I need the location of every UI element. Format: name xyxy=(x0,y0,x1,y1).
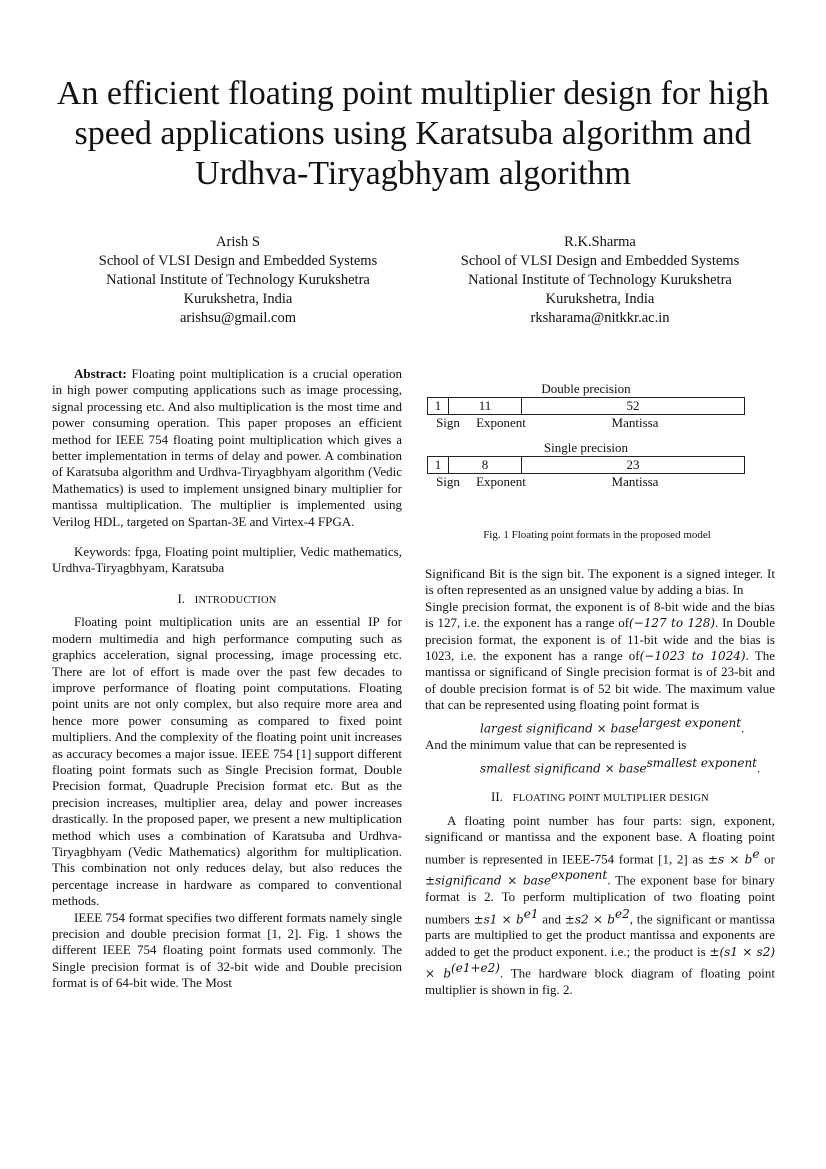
section-heading-1 xyxy=(52,591,402,609)
section-heading-2 xyxy=(425,789,775,807)
author-location: Kurukshetra, India xyxy=(545,291,655,307)
section-title: INTRODUCTION xyxy=(194,594,277,606)
keywords: Keywords: fpga, Floating point multiplier, Vedic mathematics, Urdhva-Tiryagbhyam, Karatsuba xyxy=(52,544,402,576)
fp-paragraph: A floating point number has four parts: sign, exponent, significand or mantissa and the exponent base. A floating point number is represented in IEEE-754 format [1, 2] as $\pm s \times b^e$ or ±significand × base$^{exponent}$. The exponent base for binary format is 2. To perform multiplication of two floating point numbers $\pm s1 \times b^{e1}$ and $\pm s2 \times b^{e2}$, the significant or mantissa parts are multiplied to get the product mantissa and exponents are added to get the product exponent. i.e.; the product is $\pm(s1 \times s2) \times b^{(e1+e2)}$. The hardware block diagram of floating point multiplier is shown in fig. 2. xyxy=(425,812,776,997)
single-precision-format xyxy=(427,456,745,474)
sign-label: Sign xyxy=(436,474,460,489)
author-dept: School of VLSI Design and Embedded Systems xyxy=(98,253,378,269)
author-inst: National Institute of Technology Kurukshetra xyxy=(468,272,732,288)
exponent-field: 11 xyxy=(449,398,522,414)
section-number: I. xyxy=(177,590,186,606)
author-dept: School of VLSI Design and Embedded Systems xyxy=(460,253,740,269)
sign-label: Sign xyxy=(436,415,460,430)
author-email: rksharama@nitkkr.ac.in xyxy=(530,310,670,326)
section-number: II. xyxy=(491,788,503,804)
abstract-text: Floating point multiplication is a crucial operation in high power computing applications such as image processing, signal processing etc. And also multiplication is the most time and power consuming operation. This paper proposes an efficient method for IEEE 754 floating point multiplication which gives a better implementation in terms of delay and power. A combination of Karatsuba algorithm and Urdhva-Tiryagbhyam algorithm (Vedic Mathematics) is used to implement unsigned binary multiplier for mantissa multiplication. The multiplier is implemented using Verilog HDL, targeted on Spartan-3E and Virtex-4 FPGA. xyxy=(52,366,403,529)
abstract-paragraph xyxy=(52,366,402,530)
mantissa-label: Mantissa xyxy=(611,474,659,489)
sign-field: 1 xyxy=(428,457,449,473)
author-name: Arish S xyxy=(216,234,260,250)
paper-title: An efficient floating point multiplier design for high speed applications using Karatsuba algorithm and Urdhva-Tiryagbhyam algorithm xyxy=(56,75,770,192)
figure-caption: Fig. 1 Floating point formats in the proposed model xyxy=(483,529,711,541)
author-location: Kurukshetra, India xyxy=(183,291,293,307)
exponent-field: 8 xyxy=(449,457,522,473)
double-precision-label: Double precision xyxy=(541,381,631,396)
left-column xyxy=(52,366,402,992)
double-exponent-range: (−1023 to 1024) xyxy=(639,649,746,664)
author-block-2 xyxy=(420,233,780,328)
mantissa-label: Mantissa xyxy=(611,415,659,430)
right-paragraph-1: Significand Bit is the sign bit. The exponent is a signed integer. It is often represented as an unsigned value by adding a bias. In xyxy=(425,566,775,598)
author-block-1 xyxy=(60,233,416,328)
sign-field: 1 xyxy=(428,398,449,414)
figure-1 xyxy=(427,381,745,490)
mantissa-field: 23 xyxy=(626,457,640,472)
right-paragraph-2: Single precision format, the exponent is of 8-bit wide and the bias is 127, i.e. the exponent has a range of(−127 to 128). In Double precision format, the exponent is of 11-bit wide and the bias is 1023, i.e. the exponent has a range of(−1023 to 1024). The mantissa or significand of Single precision format is of 23-bit and of double precision format is of 52 bit wide. The maximum value that can be represented using floating point format is xyxy=(425,598,775,713)
exponent-label: Exponent xyxy=(476,415,526,430)
section-title: FLOATING POINT MULTIPLIER DESIGN xyxy=(512,792,709,804)
double-precision-format xyxy=(427,397,745,415)
intro-paragraph-2: IEEE 754 format specifies two different formats namely single precision and double precision format [1, 2]. Fig. 1 shows the different IEEE 754 floating point formats used commonly. The Single precision format is of 32-bit wide and Double precision format is of 64-bit wide. The Most xyxy=(52,909,402,991)
equation-max: largest significand × base$^{largest exponent}$. xyxy=(480,715,745,735)
author-name: R.K.Sharma xyxy=(564,234,636,250)
intro-paragraph-1: Floating point multiplication units are an essential IP for modern multimedia and high performance computing such as graphics acceleration, signal processing, image processing etc. There are lot of effort is made over the past few decades to improve performance of floating point computations. Floating point units are not only complex, but also require more area and hence more power consuming as compared to fixed point multipliers. And the complexity of the floating point unit increases as accuracy becomes a major issue. IEEE 754 [1] support different floating point formats such as Single Precision format, Double Precision format, Quadruple Precision format etc. But as the precision increases, multiplier area, delay and power increases drastically. In the proposed paper, we present a new multiplication method which uses a combination of Karatsuba and Urdhva-Tiryagbhyam (Vedic Mathematics) algorithm for multiplication. This combination not only reduces delay, but also reduces the percentage increase in hardware as compared to conventional methods. xyxy=(52,614,402,909)
abstract-label: Abstract: xyxy=(74,366,127,381)
author-email: arishsu@gmail.com xyxy=(179,310,297,326)
single-field-labels xyxy=(427,474,745,490)
equation-min: smallest significand × base$^{smallest exponent}$. xyxy=(480,755,761,776)
mantissa-field: 52 xyxy=(626,398,640,413)
single-precision-label: Single precision xyxy=(543,440,629,455)
single-exponent-range: (−127 to 128) xyxy=(629,616,716,631)
double-field-labels xyxy=(427,415,745,431)
author-inst: National Institute of Technology Kurukshetra xyxy=(106,272,370,288)
right-column xyxy=(425,566,775,998)
right-paragraph-3: And the minimum value that can be represented is xyxy=(425,737,687,753)
exponent-label: Exponent xyxy=(476,474,526,489)
